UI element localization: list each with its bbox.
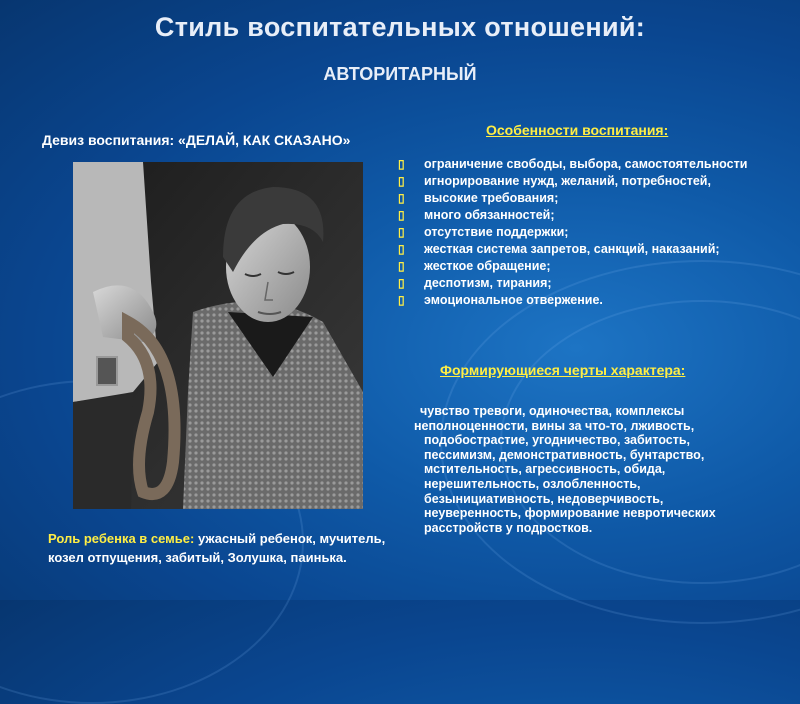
list-item: ▯ жесткая система запретов, санкций, наказаний; <box>398 242 720 256</box>
photo-illustration <box>73 162 363 509</box>
bullet-icon: ▯ <box>398 225 405 239</box>
list-item: ▯ высокие требования; <box>398 191 559 205</box>
list-item: ▯ жесткое обращение; <box>398 259 551 273</box>
traits-text <box>414 404 794 535</box>
list-item: ▯ отсутствие поддержки; <box>398 225 569 239</box>
traits-line: безынициативность, недоверчивость, <box>424 491 664 506</box>
upbringing-motto: Девиз воспитания: «ДЕЛАЙ, КАК СКАЗАНО» <box>42 132 351 148</box>
features-heading: Особенности воспитания: <box>486 122 669 138</box>
list-item: ▯ много обязанностей; <box>398 208 555 222</box>
bullet-icon: ▯ <box>398 242 405 256</box>
child-role <box>48 529 408 567</box>
list-item: ▯ ограничение свободы, выбора, самостоятельности <box>398 157 748 171</box>
bullet-icon: ▯ <box>398 259 405 273</box>
traits-line: чувство тревоги, одиночества, комплексы <box>420 404 685 418</box>
bullet-icon: ▯ <box>398 208 405 222</box>
list-item: ▯ эмоциональное отвержение. <box>398 293 603 307</box>
list-item: ▯ игнорирование нужд, желаний, потребностей, <box>398 174 711 188</box>
traits-line: неуверенность, формирование невротических <box>424 506 716 521</box>
traits-line: расстройств у подростков. <box>424 520 593 535</box>
bullet-icon: ▯ <box>398 191 405 205</box>
traits-line: пессимизм, демонстративность, бунтарство, <box>424 447 705 462</box>
child-role-label: Роль ребенка в семье: <box>48 531 195 546</box>
photo-boy-with-belt <box>73 162 363 509</box>
traits-line: нерешительность, озлобленность, <box>424 476 641 491</box>
bullet-icon: ▯ <box>398 293 405 307</box>
bullet-icon: ▯ <box>398 157 405 171</box>
traits-heading: Формирующиеся черты характера: <box>440 362 686 378</box>
child-role-text: ужасный ребенок, мучитель, козел отпущения, забитый, Золушка, паинька. <box>48 531 386 565</box>
traits-line: мстительность, агрессивность, обида, <box>424 462 666 477</box>
slide-title: Стиль воспитательных отношений: <box>154 12 646 42</box>
bullet-icon: ▯ <box>398 174 405 188</box>
traits-line: подобострастие, угодничество, забитость, <box>424 433 691 448</box>
list-item: ▯ деспотизм, тирания; <box>398 276 552 290</box>
bullet-icon: ▯ <box>398 276 405 290</box>
features-list <box>398 157 796 310</box>
traits-line: неполноценности, вины за что-то, лживость, <box>414 418 695 433</box>
slide-subtitle: АВТОРИТАРНЫЙ <box>323 64 477 84</box>
